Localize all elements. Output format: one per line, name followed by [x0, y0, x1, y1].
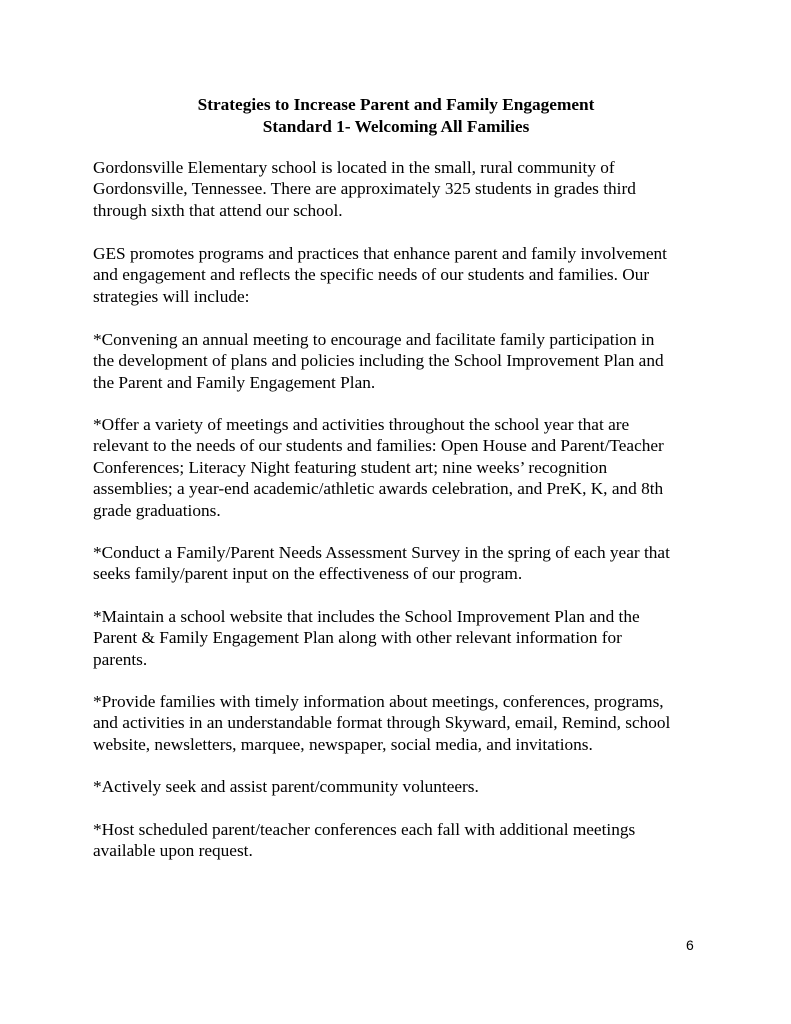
strategy-item-conferences: *Host scheduled parent/teacher conferences each fall with additional meetings available upon request. — [93, 820, 636, 861]
strategy-item-annual-meeting: *Convening an annual meeting to encourage and facilitate family participation in the development of plans and policies including the School Improvement Plan and the Parent and Family Engagement Plan. — [93, 330, 664, 392]
intro-paragraph: Gordonsville Elementary school is located in the small, rural community of Gordonsville, Tennessee. There are approximately 325 students in grades third through sixth that attend our school. — [93, 158, 636, 220]
strategy-item-needs-survey: *Conduct a Family/Parent Needs Assessment Survey in the spring of each year that seeks family/parent input on the effectiveness of our program. — [93, 543, 670, 584]
strategy-item-school-website: *Maintain a school website that includes the School Improvement Plan and the Parent & Family Engagement Plan along with other relevant information for parents. — [93, 607, 640, 669]
programs-paragraph: GES promotes programs and practices that enhance parent and family involvement and engagement and reflects the specific needs of our students and families. Our strategies will include: — [93, 244, 667, 306]
strategy-item-timely-information: *Provide families with timely information about meetings, conferences, programs, and activities in an understandable format through Skyward, email, Remind, school website, newsletters, marquee, newspaper, social media, and invitations. — [93, 692, 671, 754]
document-title: Strategies to Increase Parent and Family Engagement — [197, 95, 595, 114]
strategy-item-meetings-activities: *Offer a variety of meetings and activities throughout the school year that are relevant to the needs of our students and families: Open House and Parent/Teacher Conferences; Literacy Night featuring student art; nine weeks’ recognition assemblies; a year-end academic/athletic awards celebration, and PreK, K, and 8th grade graduations. — [93, 415, 664, 520]
strategy-item-volunteers: *Actively seek and assist parent/community volunteers. — [93, 777, 479, 796]
document-subtitle: Standard 1- Welcoming All Families — [262, 117, 530, 136]
page-number: 6 — [686, 937, 694, 953]
